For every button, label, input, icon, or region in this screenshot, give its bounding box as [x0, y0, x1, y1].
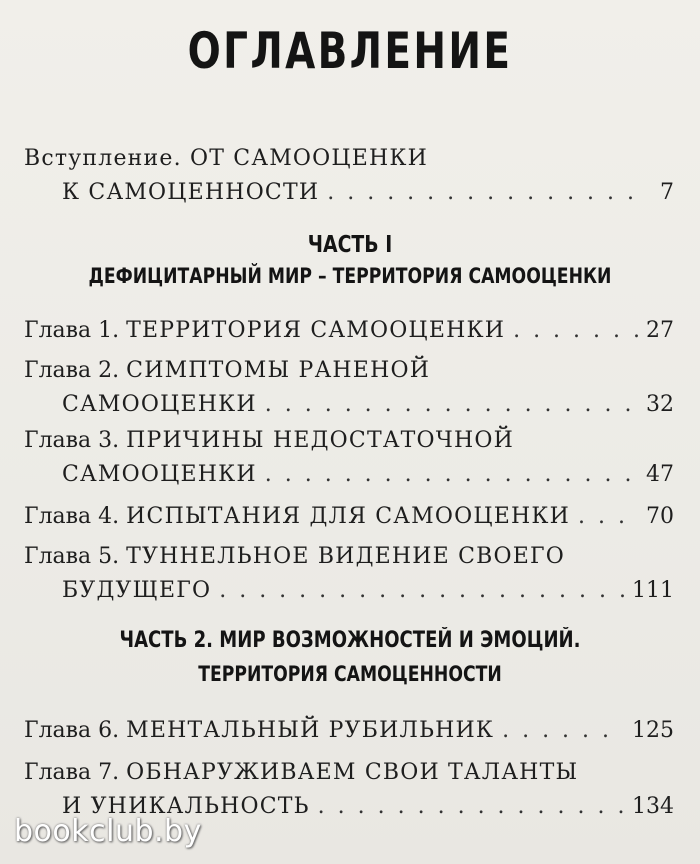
- toc-page-number: 111: [632, 578, 674, 603]
- chapter-prefix: Глава 7.: [24, 760, 120, 785]
- toc-entry-chapter-6[interactable]: [24, 714, 674, 748]
- toc-entry-chapter-3[interactable]: [24, 424, 674, 492]
- part-subtitle: ДЕФИЦИТАРНЫЙ МИР – ТЕРРИТОРИЯ САМООЦЕНКИ: [88, 264, 612, 288]
- toc-leader-dots: [265, 458, 638, 492]
- part-heading: [0, 230, 700, 292]
- page-title: ОГЛАВЛЕНИЕ: [187, 22, 513, 80]
- chapter-prefix: Глава 3.: [24, 428, 120, 453]
- toc-page-number: 134: [632, 794, 674, 819]
- part-heading: [0, 624, 700, 690]
- toc-page-number: 125: [632, 718, 674, 743]
- toc-entry-chapter-4[interactable]: [24, 500, 674, 534]
- toc-entry-line1: МЕНТАЛЬНЫЙ РУБИЛЬНИК: [126, 718, 495, 743]
- chapter-prefix: Глава 2.: [24, 358, 120, 383]
- toc-entry-line1: ТЕРРИТОРИЯ САМООЦЕНКИ: [126, 318, 506, 343]
- toc-page-number: 70: [646, 504, 674, 529]
- watermark-logo: bookclub.by: [14, 814, 202, 849]
- toc-page-number: 7: [660, 180, 674, 205]
- toc-entry-line1: ИСПЫТАНИЯ ДЛЯ САМООЦЕНКИ: [126, 504, 571, 529]
- toc-leader-dots: [513, 314, 638, 348]
- chapter-prefix: Глава 1.: [24, 318, 120, 343]
- chapter-prefix: Глава 6.: [24, 718, 120, 743]
- part-title: ЧАСТЬ I: [307, 232, 393, 258]
- toc-entry-line1: Вступление. ОТ САМООЦЕНКИ: [24, 146, 429, 171]
- chapter-prefix: Глава 4.: [24, 504, 120, 529]
- toc-leader-dots: [502, 714, 624, 748]
- toc-entry-chapter-5[interactable]: [24, 540, 674, 608]
- toc-page-number: 47: [646, 462, 674, 487]
- toc-entry-line2: САМООЦЕНКИ: [62, 462, 257, 487]
- toc-page-number: 32: [646, 392, 674, 417]
- chapter-prefix: Глава 5.: [24, 544, 120, 569]
- toc-leader-dots: [327, 176, 644, 210]
- part-subtitle: ТЕРРИТОРИЯ САМОЦЕННОСТИ: [198, 662, 502, 686]
- toc-entry-line1: ОБНАРУЖИВАЕМ СВОИ ТАЛАНТЫ: [126, 760, 579, 785]
- toc-entry-line1: ПРИЧИНЫ НЕДОСТАТОЧНОЙ: [126, 428, 515, 453]
- toc-leader-dots: [219, 574, 624, 608]
- toc-entry-line2: САМООЦЕНКИ: [62, 392, 257, 417]
- part-title: ЧАСТЬ 2. МИР ВОЗМОЖНОСТЕЙ И ЭМОЦИЙ.: [119, 628, 581, 653]
- toc-entry-intro[interactable]: [24, 142, 674, 210]
- toc-entry-line1: ТУННЕЛЬНОЕ ВИДЕНИЕ СВОЕГО: [126, 544, 566, 569]
- toc-entry-line2: БУДУЩЕГО: [62, 578, 212, 603]
- toc-entry-chapter-2[interactable]: [24, 354, 674, 422]
- toc-leader-dots: [578, 500, 638, 534]
- toc-entry-line2: К САМОЦЕННОСТИ: [62, 180, 320, 205]
- toc-leader-dots: [318, 790, 624, 824]
- toc-entry-chapter-1[interactable]: [24, 314, 674, 348]
- toc-entry-line2: И УНИКАЛЬНОСТЬ: [62, 794, 310, 819]
- toc-page-number: 27: [646, 318, 674, 343]
- toc-entry-line1: СИМПТОМЫ РАНЕНОЙ: [126, 358, 431, 383]
- toc-leader-dots: [265, 388, 638, 422]
